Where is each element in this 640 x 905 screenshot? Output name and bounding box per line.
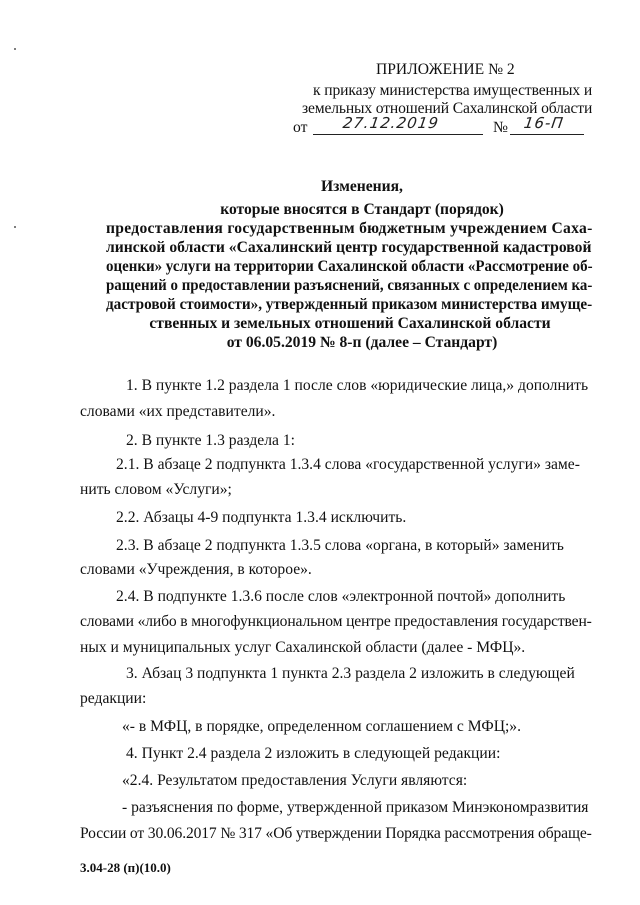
paragraph-2-1: 2.1. В абзаце 2 подпункта 1.3.4 слова «государственной услуги» заме- bbox=[116, 456, 580, 473]
paragraph-2-3: 2.3. В абзаце 2 подпункта 1.3.5 слова «органа, в который» заменить bbox=[116, 537, 564, 554]
paragraph-4-item: - разъяснения по форме, утвержденной приказом Минэкономразвития bbox=[122, 799, 589, 816]
paragraph-3-quote: «- в МФЦ, в порядке, определенном соглашением с МФЦ;». bbox=[122, 718, 521, 735]
paragraph-4-item-cont: России от 30.06.2017 № 317 «Об утверждении Порядка рассмотрения обраще- bbox=[80, 825, 592, 842]
scan-speck bbox=[14, 226, 16, 228]
heading-line: линской области «Сахалинский центр государственной кадастровой bbox=[106, 239, 592, 256]
paragraph-2-4-cont2: ных и муниципальных услуг Сахалинской области (далее - МФЦ». bbox=[80, 639, 526, 656]
form-code: 3.04-28 (п)(10.0) bbox=[80, 860, 171, 875]
paragraph-2-4: 2.4. В подпункте 1.3.6 после слов «электронной почтой» дополнить bbox=[116, 588, 566, 605]
paragraph-2-3-cont: словами «Учреждения, в которое». bbox=[80, 561, 312, 578]
heading-line: ственных и земельных отношений Сахалинской области bbox=[149, 315, 551, 332]
appendix-from-label: от bbox=[293, 119, 308, 136]
handwritten-date: 27.12.2019 bbox=[341, 114, 441, 132]
paragraph-1: 1. В пункте 1.2 раздела 1 после слов «юридические лица,» дополнить bbox=[126, 377, 589, 394]
heading-line: которые вносятся в Стандарт (порядок) bbox=[220, 201, 504, 218]
paragraph-4-quote: «2.4. Результатом предоставления Услуги являются: bbox=[122, 772, 468, 789]
paragraph-2-2: 2.2. Абзацы 4-9 подпункта 1.3.4 исключить. bbox=[116, 509, 407, 526]
paragraph-1-cont: словами «их представители». bbox=[80, 403, 276, 420]
paragraph-2-1-cont: нить словом «Услуги»; bbox=[80, 481, 232, 498]
appendix-title: ПРИЛОЖЕНИЕ № 2 bbox=[376, 61, 515, 78]
appendix-order-line1: к приказу министерства имущественных и bbox=[313, 82, 593, 99]
heading-line: оценки» услуги на территории Сахалинской области «Рассмотрение об- bbox=[106, 258, 593, 275]
appendix-order-line2: земельных отношений Сахалинской области bbox=[302, 100, 593, 117]
date-underline bbox=[313, 134, 483, 135]
paragraph-4: 4. Пункт 2.4 раздела 2 изложить в следующей редакции: bbox=[126, 745, 501, 762]
heading-line: предоставления государственным бюджетным учреждением Саха- bbox=[106, 220, 593, 237]
scan-speck bbox=[14, 48, 16, 50]
heading-line: ращений о предоставлении разъяснений, связанных с определением ка- bbox=[106, 277, 593, 294]
paragraph-2-4-cont: словами «либо в многофункциональном центре предоставления государствен- bbox=[80, 613, 592, 630]
paragraph-3-cont: редакции: bbox=[80, 690, 147, 707]
heading-line: от 06.05.2019 № 8-п (далее – Стандарт) bbox=[226, 334, 498, 351]
heading-line: дастровой стоимости», утвержденный приказом министерства имуще- bbox=[106, 296, 593, 313]
handwritten-number: 16-П bbox=[522, 114, 566, 132]
paragraph-3: 3. Абзац 3 подпункта 1 пункта 2.3 раздела 2 изложить в следующей bbox=[126, 665, 575, 682]
appendix-number-label: № bbox=[493, 119, 508, 136]
paragraph-2: 2. В пункте 1.3 раздела 1: bbox=[126, 432, 295, 449]
number-underline bbox=[510, 134, 584, 135]
heading-title: Изменения, bbox=[321, 178, 403, 195]
